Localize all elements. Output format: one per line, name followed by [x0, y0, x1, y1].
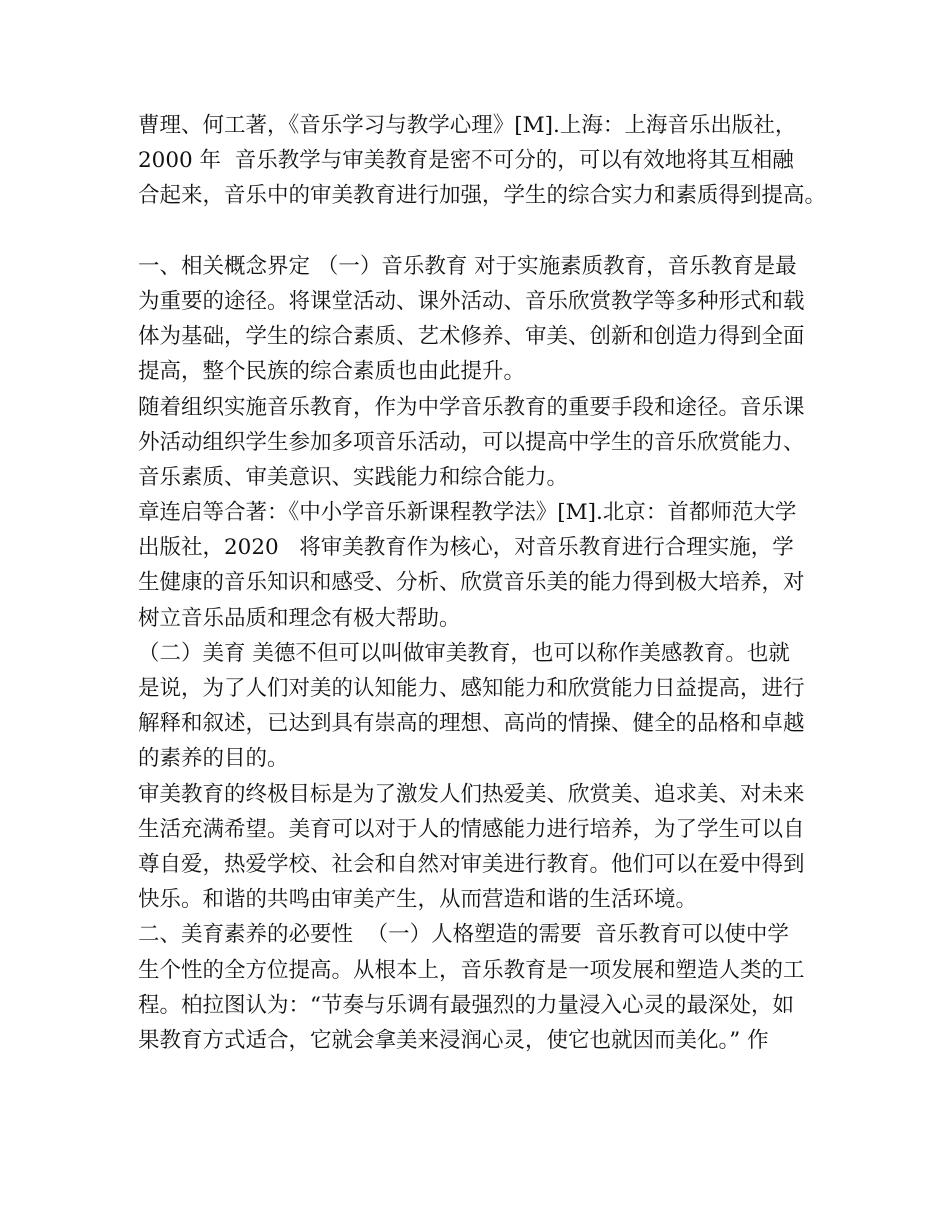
text-line: 解释和叙述，已达到具有崇高的理想、高尚的情操、健全的品格和卓越 — [138, 711, 805, 737]
text-line: 出版社，2020 将审美教育作为核心，对音乐教育进行合理实施，学 — [138, 535, 794, 561]
text-line: 提高，整个民族的综合素质也由此提升。 — [138, 359, 526, 385]
text-line: 合起来，音乐中的审美教育进行加强，学生的综合实力和素质得到提高。 — [138, 183, 827, 209]
text-line: 的素养的目的。 — [138, 746, 289, 772]
text-line: 为重要的途径。将课堂活动、课外活动、音乐欣赏教学等多种形式和载 — [138, 288, 805, 314]
citation-line: 章连启等合著：《中小学音乐新课程教学法》[M].北京：首都师范大学 — [138, 500, 797, 526]
document-body — [138, 108, 828, 1058]
text-line: 生个性的全方位提高。从根本上，音乐教育是一项发展和塑造人类的工 — [138, 957, 805, 983]
text-line: 程。柏拉图认为：“节奏与乐调有最强烈的力量浸入心灵的最深处，如 — [138, 992, 794, 1018]
text-line: 生健康的音乐知识和感受、分析、欣赏音乐美的能力得到极大培养，对 — [138, 570, 805, 596]
text-line: 生活充满希望。美育可以对于人的情感能力进行培养，为了学生可以自 — [138, 816, 805, 842]
text-line: 外活动组织学生参加多项音乐活动，可以提高中学生的音乐欣赏能力、 — [138, 429, 805, 455]
text-line: 随着组织实施音乐教育，作为中学音乐教育的重要手段和途径。音乐课 — [138, 394, 805, 420]
text-line: 树立音乐品质和理念有极大帮助。 — [138, 605, 461, 631]
section-heading-line: 一、相关概念界定 （一）音乐教育 对于实施素质教育，音乐教育是最 — [138, 253, 797, 279]
text-line: 审美教育的终极目标是为了激发人们热爱美、欣赏美、追求美、对未来 — [138, 781, 805, 807]
text-line: 音乐素质、审美意识、实践能力和综合能力。 — [138, 464, 569, 490]
text-line: 体为基础，学生的综合素质、艺术修养、审美、创新和创造力得到全面 — [138, 324, 805, 350]
text-line: 快乐。和谐的共鸣由审美产生，从而营造和谐的生活环境。 — [138, 887, 698, 913]
text-line: 2000 年 音乐教学与审美教育是密不可分的，可以有效地将其互相融 — [138, 148, 794, 174]
text-line: 是说，为了人们对美的认知能力、感知能力和欣赏能力日益提高，进行 — [138, 676, 805, 701]
subsection-line: （二）美育 美德不但可以叫做审美教育，也可以称作美感教育。也就 — [138, 640, 790, 666]
text-line: 曹理、何工著，《音乐学习与教学心理》[M].上海：上海音乐出版社， — [138, 113, 797, 138]
blank-line — [138, 214, 828, 249]
text-line: 果教育方式适合，它就会拿美来浸润心灵，使它也就因而美化。” 作 — [138, 1027, 769, 1053]
section-heading-line: 二、美育素养的必要性 （一）人格塑造的需要 音乐教育可以使中学 — [138, 922, 789, 948]
text-line: 尊自爱，热爱学校、社会和自然对审美进行教育。他们可以在爱中得到 — [138, 851, 805, 877]
